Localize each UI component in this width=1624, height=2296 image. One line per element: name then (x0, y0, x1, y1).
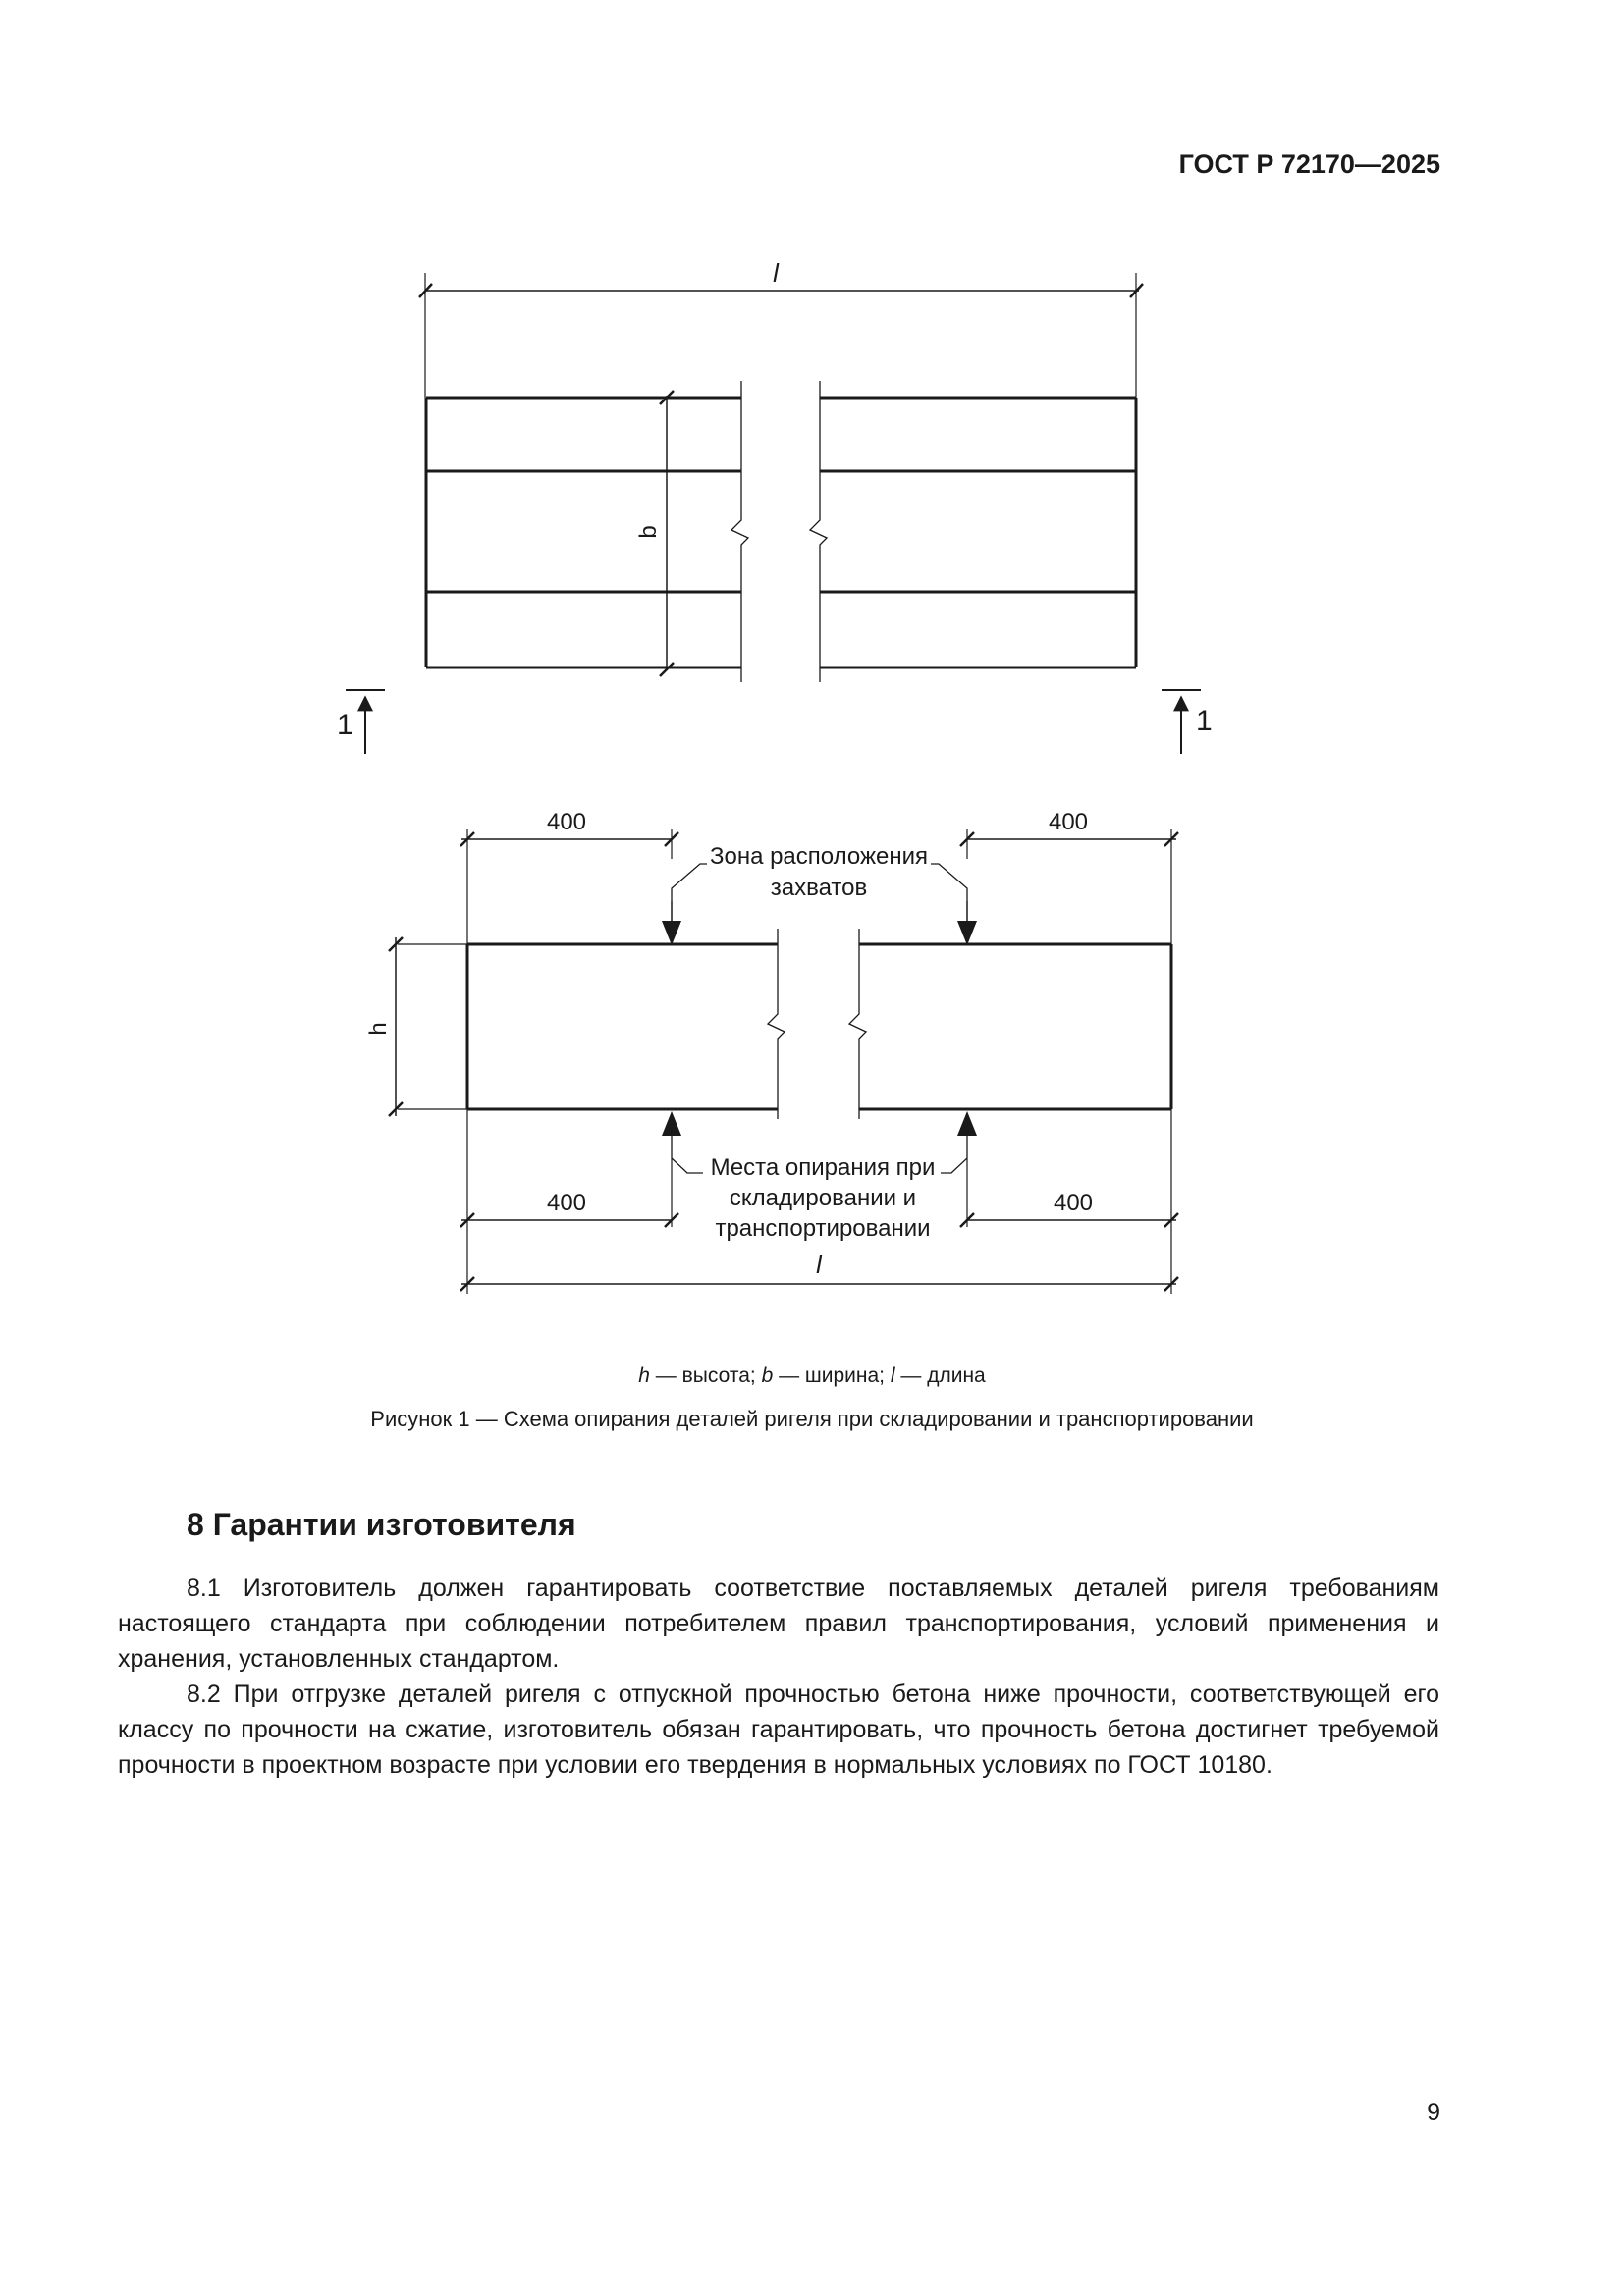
dim-top-left: 400 (546, 809, 587, 835)
legend-h-text: — высота; (649, 1364, 762, 1387)
support-leader-left (672, 1134, 703, 1173)
page-number: 9 (1427, 2099, 1440, 2126)
break-line (810, 381, 827, 682)
legend-b-text: — ширина; (773, 1364, 891, 1387)
break-line (731, 381, 748, 682)
section-body (118, 1571, 1439, 1783)
paragraph-8-1: 8.1 Изготовитель должен гарантировать соответствие поставляемых деталей ригеля требованиям настоящего стандарта при соблюдении потребителем правил транспортирования, условий применения и хранения, установленных стандартом. (118, 1575, 1439, 1673)
grip-zone-leader-left (672, 864, 707, 901)
top-length-label: l (773, 258, 779, 288)
legend-b-symbol: b (761, 1364, 774, 1387)
paragraph-8-2: 8.2 При отгрузке деталей ригеля с отпускной прочностью бетона ниже прочности, соответствующей его классу по прочности на сжатие, изготовитель обязан гарантировать, что прочность бетона достигнет требуемой прочности в проектном возрасте при условии его твердения в нормальных условиях по ГОСТ 10180. (118, 1681, 1439, 1779)
support-label-line2: складировании и (729, 1185, 917, 1211)
figure-caption: Рисунок 1 — Схема опирания деталей ригеля при складировании и транспортировании (370, 1407, 1254, 1431)
side-view-right-part (859, 944, 1171, 1109)
dim-bottom-left: 400 (546, 1190, 587, 1216)
grip-arrow-right (957, 921, 977, 945)
support-arrow-right (957, 1111, 977, 1136)
side-height-label: h (365, 1022, 392, 1036)
dim-bottom-right: 400 (1053, 1190, 1094, 1216)
section-mark-right (1162, 690, 1201, 754)
side-view-left-part (467, 944, 778, 1109)
section-mark-right-label: 1 (1196, 705, 1213, 737)
support-arrow-left (662, 1111, 681, 1136)
section-title: 8 Гарантии изготовителя (187, 1507, 576, 1542)
top-view (346, 273, 1201, 754)
support-label-line3: транспортировании (715, 1215, 931, 1242)
support-leader-right (941, 1134, 967, 1173)
document-header: ГОСТ Р 72170—2025 (1178, 149, 1440, 179)
grip-zone-label-line2: захватов (770, 875, 868, 901)
dim-top-right: 400 (1048, 809, 1089, 835)
grip-zone-leader-right (931, 864, 967, 901)
figure-legend (0, 1364, 1624, 1388)
side-length-label: l (816, 1250, 822, 1279)
top-view-right-part (820, 398, 1136, 667)
break-line (849, 929, 866, 1119)
section-mark-left-label: 1 (337, 709, 353, 741)
legend-l-symbol: l (890, 1364, 895, 1387)
break-line (768, 929, 785, 1119)
top-width-label: b (635, 525, 662, 539)
grip-zone-label-line1: Зона расположения (709, 843, 929, 870)
legend-l-text: — длина (894, 1364, 986, 1387)
top-view-left-part (426, 398, 741, 667)
grip-arrow-left (662, 921, 681, 945)
support-label-line1: Места опирания при (710, 1154, 936, 1181)
legend-h-symbol: h (638, 1364, 650, 1387)
